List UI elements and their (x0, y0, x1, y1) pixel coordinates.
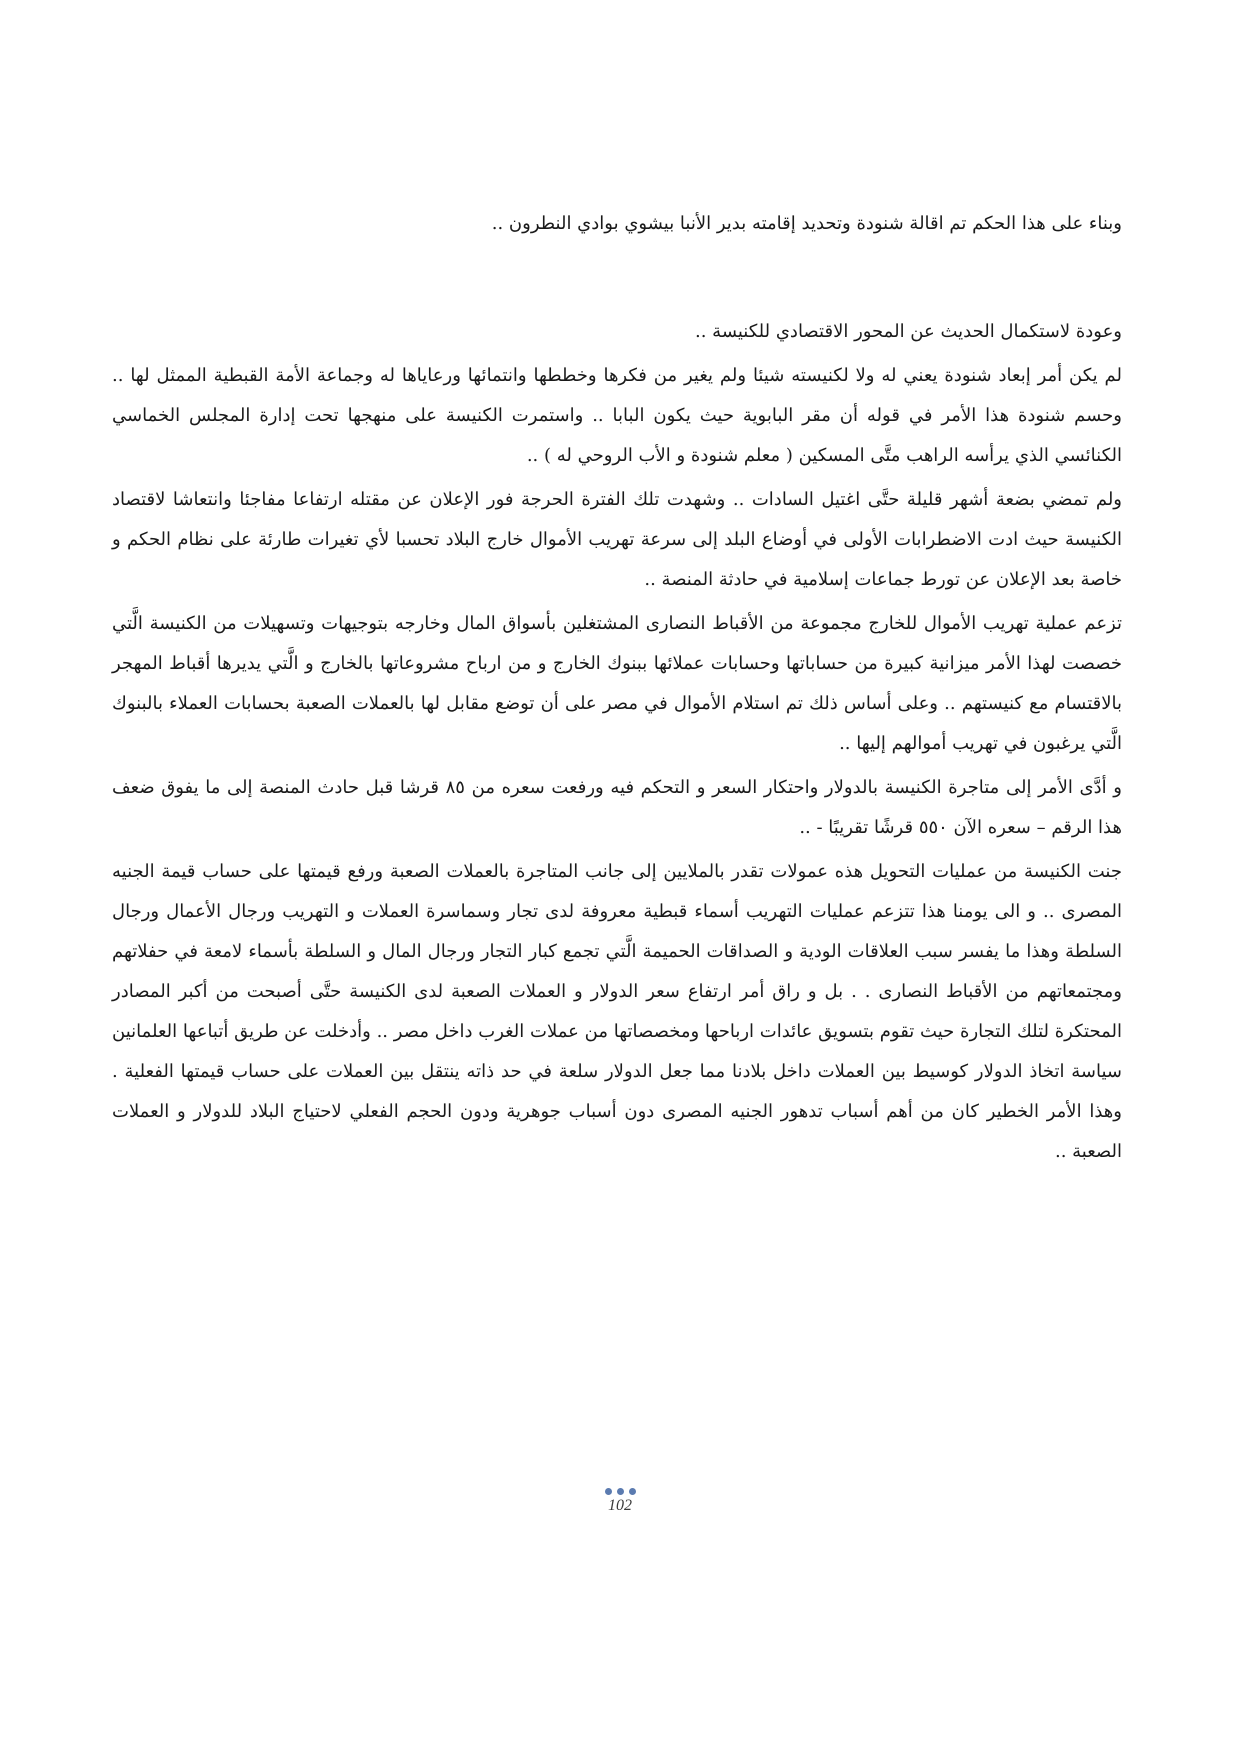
paragraph-sadat: ولم تمضي بضعة أشهر قليلة حتَّى اغتيل السادات .. وشهدت تلك الفترة الحرجة فور الإعلان عن مقتله ارتفاعا مفاجئا وانتعاشا لاقتصاد الكنيسة حيث ادت الاضطرابات الأولى في أوضاع البلد إلى سرعة تهريب الأموال خارج البلاد تحسبا لأي تغيرات طارئة على نظام الحكم و خاصة بعد الإعلان عن تورط جماعات إسلامية في حادثة المنصة .. (112, 489, 1122, 590)
ornament-dot (629, 1488, 636, 1495)
page-number: 102 (608, 1497, 632, 1514)
paragraph-verdict: وبناء على هذا الحكم تم اقالة شنودة وتحديد إقامته بدير الأنبا بيشوي بوادي النطرون .. (491, 213, 1122, 234)
text-section-body (112, 312, 1122, 1176)
paragraph-economic-axis: وعودة لاستكمال الحديث عن المحور الاقتصادي للكنيسة .. (695, 321, 1122, 342)
page-ornament-dots (0, 1486, 1240, 1496)
ornament-dot (617, 1488, 624, 1495)
paragraph-smuggling: تزعم عملية تهريب الأموال للخارج مجموعة من الأقباط النصارى المشتغلين بأسواق المال وخارجه بتوجيهات وتسهيلات من الكنيسة الَّتي خصصت لهذا الأمر ميزانية كبيرة من حساباتها وحسابات عملائها ببنوك الخارج و من ارباح مشروعاتها بالخارج و الَّتي يديرها أقباط المهجر بالاقتسام مع كنيستهم .. وعلى أساس ذلك تم استلام الأموال في مصر على أن توضع مقابل لها بالعملات الصعبة بحسابات العملاء بالبنوك الَّتي يرغبون في تهريب أموالهم إليها .. (112, 613, 1122, 754)
paragraph-dollar-trade: و أدَّى الأمر إلى متاجرة الكنيسة بالدولار واحتكار السعر و التحكم فيه ورفعت سعره من ٨٥ قرشا قبل حادث المنصة إلى ما يفوق ضعف هذا الرقم – سعره الآن ٥٥٠ قرشًا تقريبًا - .. (112, 777, 1122, 838)
paragraph-exile: لم يكن أمر إبعاد شنودة يعني له ولا لكنيسته شيئا ولم يغير من فكرها وخططها وانتمائها ورعاياها له وجماعة الأمة القبطية الممثل لها .. وحسم شنودة هذا الأمر في قوله أن مقر البابوية حيث يكون البابا .. واستمرت الكنيسة على منهجها تحت إدارة المجلس الخماسي الكنائسي الذي يرأسه الراهب متَّى المسكين ( معلم شنودة و الأب الروحي له ) .. (112, 365, 1122, 466)
paragraph-commissions: جنت الكنيسة من عمليات التحويل هذه عمولات تقدر بالملايين إلى جانب المتاجرة بالعملات الصعبة ورفع قيمتها على حساب قيمة الجنيه المصرى .. و الى يومنا هذا تتزعم عمليات التهريب أسماء قبطية معروفة لدى تجار وسماسرة العملات و التهريب ورجال الأعمال ورجال السلطة وهذا ما يفسر سبب العلاقات الودية و الصداقات الحميمة الَّتي تجمع كبار التجار ورجال المال و السلطة بأسماء لامعة في حفلاتهم ومجتمعاتهم من الأقباط النصارى . . بل و راق أمر ارتفاع سعر الدولار و العملات الصعبة لدى الكنيسة حتَّى أصبحت من أكبر المصادر المحتكرة لتلك التجارة حيث تقوم بتسويق عائدات ارباحها ومخصصاتها من عملات الغرب داخل مصر .. وأدخلت عن طريق أتباعها العلمانين سياسة اتخاذ الدولار كوسيط بين العملات داخل بلادنا مما جعل الدولار سلعة في حد ذاته ينتقل بين العملات على حساب قيمتها الفعلية . وهذا الأمر الخطير كان من أهم أسباب تدهور الجنيه المصرى دون أسباب جوهرية ودون الحجم الفعلي لاحتياج البلاد للدولار و العملات الصعبة .. (112, 861, 1122, 1162)
ornament-dot (605, 1488, 612, 1495)
text-section-intro (112, 204, 1122, 248)
page-footer (0, 1486, 1240, 1516)
